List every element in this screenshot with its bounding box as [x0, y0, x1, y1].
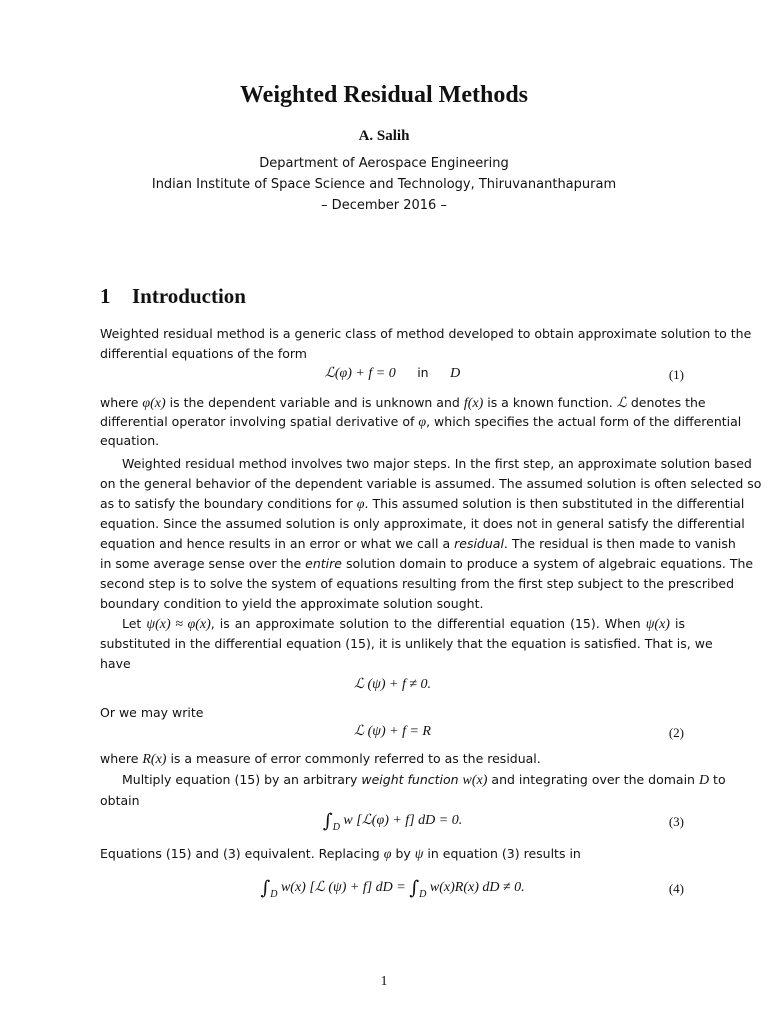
section-number: 1	[100, 284, 111, 308]
text-line: on the general behavior of the dependent variable is assumed. The assumed solution is often selected so	[100, 476, 762, 491]
text-line: equation. Since the assumed solution is only approximate, it does not in general satisfy the differential	[100, 516, 745, 531]
text-line: differential operator involving spatial derivative of φ, which specifies the actual form of the differential	[100, 414, 742, 430]
text-line: in some average sense over the entire solution domain to produce a system of algebraic equations. The	[100, 556, 754, 571]
equation-number-3: (3)	[668, 814, 684, 829]
integral-sign: ∫	[322, 810, 333, 832]
text-line: Multiply equation (15) by an arbitrary weight function w(x) and integrating over the domain D to	[122, 772, 726, 788]
text-line: substituted in the differential equation (15), it is unlikely that the equation is satisfied. That is, we	[100, 636, 713, 651]
text-line: equation and hence results in an error or what we call a residual. The residual is then made to vanish	[100, 536, 736, 551]
text-line: where R(x) is a measure of error commonly referred to as the residual.	[100, 751, 541, 767]
affiliation-institute: Indian Institute of Space Science and Technology, Thiruvananthapuram	[151, 177, 617, 192]
text-line: Weighted residual method involves two major steps. In the first step, an approximate solution based	[122, 456, 752, 471]
text-line: Let ψ(x) ≈ φ(x), is an approximate solution to the differential equation (15). When ψ(x) is	[122, 616, 686, 632]
text-line: Equations (15) and (3) equivalent. Replacing φ by ψ in equation (3) results in	[100, 846, 581, 862]
text-line: Or we may write	[100, 705, 204, 720]
author-name: A. Salih	[358, 128, 410, 144]
equation-number-2: (2)	[668, 725, 684, 740]
text-line: obtain	[100, 793, 140, 808]
section-title: Introduction	[132, 284, 246, 308]
text-line: differential equations of the form	[100, 346, 307, 361]
section-heading	[100, 284, 246, 309]
equation-inequality: ℒ (ψ) + f ≠ 0.	[353, 677, 432, 692]
equation-4: $\int_D$ w(x) [ℒ (ψ) + f] dD = $\int_D$ w(x)R(x) dD ≠ 0.	[260, 877, 525, 900]
page-number: 1	[380, 974, 388, 989]
equation-number-1: (1)	[668, 367, 684, 382]
equation-1: ℒ(φ) + f = 0 in D	[324, 365, 461, 381]
text-line: have	[100, 656, 131, 671]
equation-3: $\int_D$ w [ℒ(φ) + f] dD = 0.	[322, 810, 463, 833]
affiliation-department: Department of Aerospace Engineering	[259, 156, 509, 171]
integral-sign: ∫	[409, 877, 420, 899]
text-line: equation.	[100, 433, 160, 448]
text-line: boundary condition to yield the approximate solution sought.	[100, 596, 484, 611]
equation-2: ℒ (ψ) + f = R	[354, 724, 431, 739]
text-line: where φ(x) is the dependent variable and is unknown and f(x) is a known function. ℒ denotes the	[100, 395, 706, 411]
text-line: as to satisfy the boundary conditions for φ. This assumed solution is then substituted in the differential	[100, 496, 745, 512]
paper-date: – December 2016 –	[321, 198, 447, 213]
paper-title: Weighted Residual Methods	[239, 82, 529, 108]
text-line: second step is to solve the system of equations resulting from the first step subject to the prescribed	[100, 576, 735, 591]
equation-number-4: (4)	[668, 881, 684, 896]
integral-sign: ∫	[260, 877, 271, 899]
text-line: Weighted residual method is a generic class of method developed to obtain approximate solution to the	[100, 326, 752, 341]
